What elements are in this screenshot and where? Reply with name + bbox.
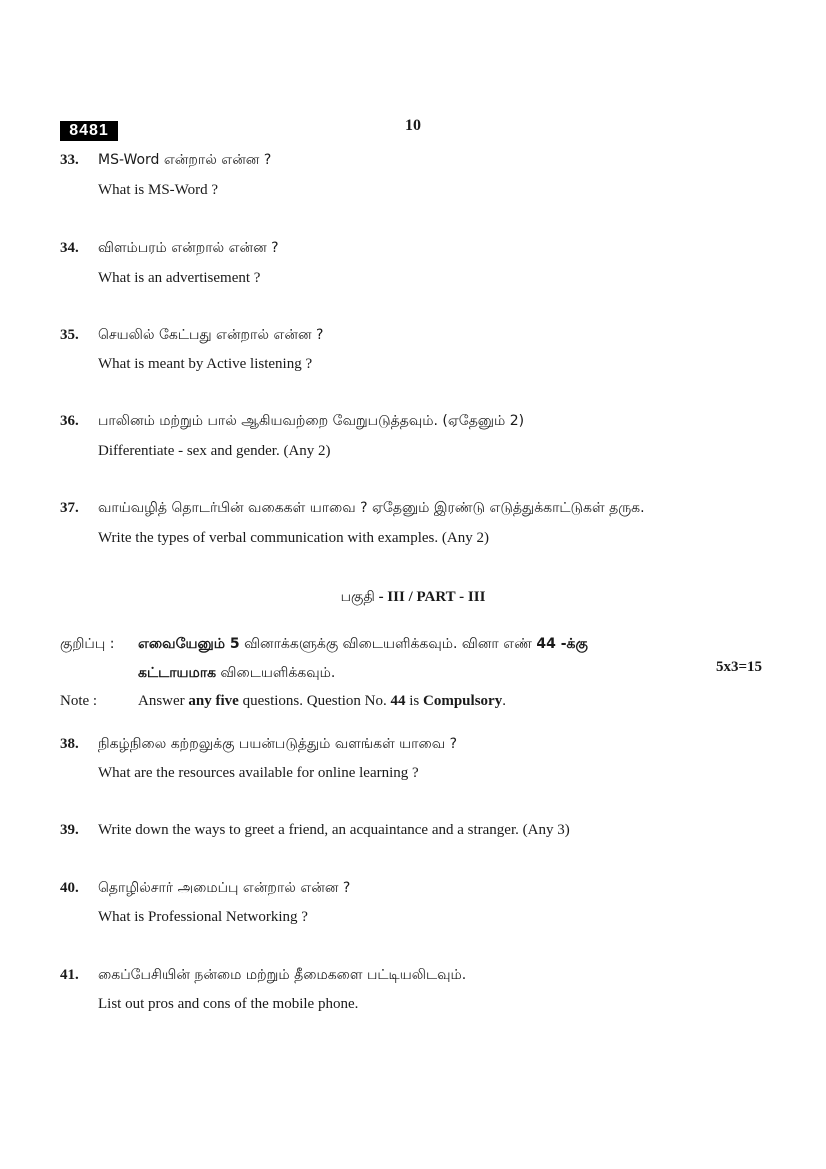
part-heading-english: - III / PART - III [378, 589, 486, 605]
note-emphasis: any five [188, 693, 239, 709]
question-number: 38. [60, 736, 79, 752]
question-text-tamil: செயலில் கேட்பது என்றால் என்ன ? [98, 327, 324, 343]
note-text: . [502, 693, 506, 709]
part-heading-tamil: பகுதி [340, 589, 375, 605]
question-text-english: Write the types of verbal communication with examples. (Any 2) [98, 530, 489, 546]
page-number: 10 [405, 117, 421, 134]
question-text-tamil: வாய்வழித் தொடர்பின் வகைகள் யாவை ? ஏதேனும் இரண்டு எடுத்துக்காட்டுகள் தருக. [98, 500, 645, 516]
question-text-english: Write down the ways to greet a friend, an acquaintance and a stranger. (Any 3) [98, 822, 570, 838]
question-text-english: What are the resources available for online learning ? [98, 765, 419, 781]
question-text-english: What is MS-Word ? [98, 182, 219, 198]
note-text-tamil-line1 [138, 636, 588, 654]
note-text: விடையளிக்கவும். [220, 665, 336, 681]
question-number: 33. [60, 152, 79, 168]
question-text-english: What is an advertisement ? [98, 270, 261, 286]
part-heading [0, 589, 826, 607]
question-text-tamil: தொழில்சார் அமைப்பு என்றால் என்ன ? [98, 880, 351, 896]
question-text-english: List out pros and cons of the mobile phone. [98, 996, 359, 1012]
note-text: questions. Question No. [242, 693, 387, 709]
question-text-tamil: பாலினம் மற்றும் பால் ஆகியவற்றை வேறுபடுத்தவும். (ஏதேனும் 2) [98, 413, 525, 429]
note-emphasis: 44 [390, 693, 406, 709]
note-emphasis: 44 -க்கு [536, 636, 588, 652]
question-text-tamil: விளம்பரம் என்றால் என்ன ? [98, 240, 279, 256]
note-label-tamil: குறிப்பு : [60, 636, 115, 652]
note-text-english [138, 693, 506, 710]
question-number: 41. [60, 967, 79, 983]
question-number: 34. [60, 240, 79, 256]
note-text-tamil-line2 [138, 665, 335, 683]
note-emphasis: கட்டாயமாக [138, 665, 217, 681]
question-text-english: Differentiate - sex and gender. (Any 2) [98, 443, 331, 459]
question-number: 36. [60, 413, 79, 429]
question-text-tamil: கைப்பேசியின் நன்மை மற்றும் தீமைகளை பட்டியலிடவும். [98, 967, 467, 983]
question-number: 35. [60, 327, 79, 343]
note-emphasis: எவையேனும் 5 [138, 636, 240, 652]
question-text-english: What is meant by Active listening ? [98, 356, 313, 372]
note-label-english: Note : [60, 693, 98, 709]
question-number: 39. [60, 822, 79, 838]
marks-allocation: 5x3=15 [716, 659, 763, 675]
note-emphasis: Compulsory [423, 693, 503, 709]
paper-code-badge: 8481 [60, 121, 118, 141]
question-number: 40. [60, 880, 79, 896]
question-text-english: What is Professional Networking ? [98, 909, 308, 925]
question-number: 37. [60, 500, 79, 516]
note-text: வினாக்களுக்கு விடையளிக்கவும். வினா எண் [244, 636, 532, 652]
question-text-tamil: நிகழ்நிலை கற்றலுக்கு பயன்படுத்தும் வளங்கள் யாவை ? [98, 736, 457, 752]
note-text: is [409, 693, 420, 709]
note-text: Answer [138, 693, 185, 709]
question-text-tamil: MS-Word என்றால் என்ன ? [98, 152, 272, 168]
